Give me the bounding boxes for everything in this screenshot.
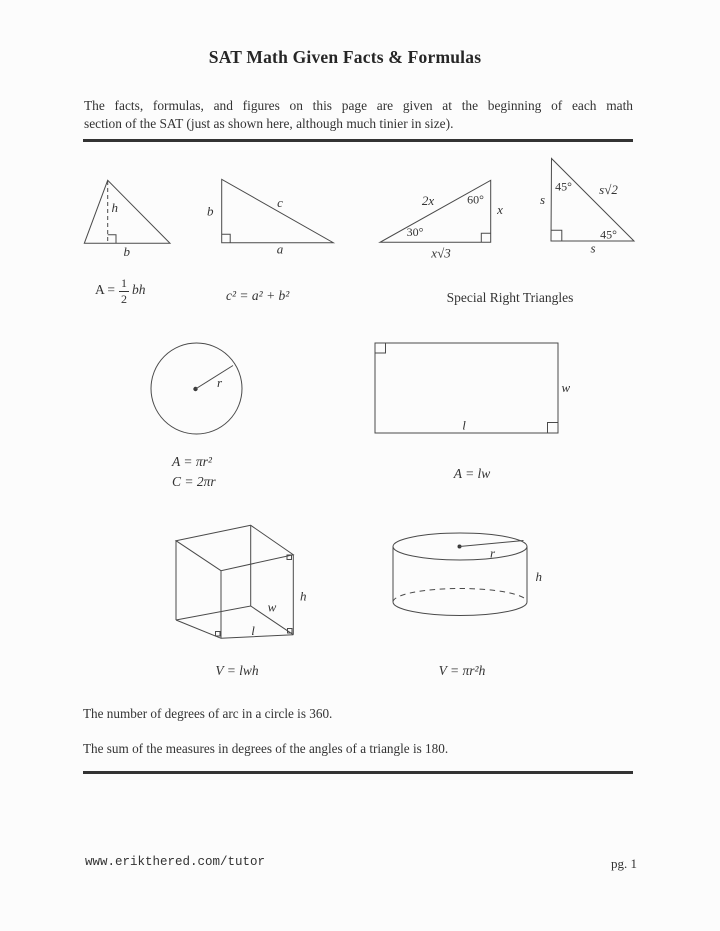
right-angle-mark [108, 235, 116, 244]
label-angle-45-top: 45° [555, 179, 572, 194]
right-angle-mark [548, 423, 559, 434]
label-s-left: s [539, 192, 546, 207]
label-h: h [300, 588, 307, 604]
triangle-area-formula [95, 277, 146, 305]
formula-lhs: A = [95, 282, 115, 298]
box-volume-formula: V = lwh [215, 663, 259, 678]
label-w: w [267, 599, 277, 615]
right-angle-mark [481, 233, 490, 242]
label-angle-45-bottom: 45° [600, 227, 617, 242]
rectangle-figure [365, 338, 570, 440]
horizontal-rule-bottom [83, 771, 633, 774]
corner-mark [216, 632, 221, 637]
circle-area-formula: A = πr² [172, 454, 212, 469]
label-r: r [216, 375, 223, 390]
label-hypotenuse-2x: 2x [421, 193, 435, 208]
label-a: a [276, 241, 284, 257]
footer-url-link[interactable]: www.erikthered.com/tutor [85, 855, 266, 869]
pythagorean-formula: c² = a² + b² [226, 288, 290, 303]
label-c: c [277, 195, 283, 210]
label-x-root-3: x√3 [431, 245, 451, 261]
label-l: l [251, 623, 255, 638]
label-angle-60: 60° [467, 192, 484, 207]
label-angle-30: 30° [406, 225, 424, 239]
cylinder-volume-formula: V = πr²h [438, 663, 486, 678]
circle-circumference-formula: C = 2πr [172, 474, 216, 489]
horizontal-rule-top [83, 139, 633, 142]
label-l: l [462, 417, 466, 433]
triangle-area-outline [84, 180, 170, 243]
label-h: h [535, 569, 542, 584]
circle-figure [148, 340, 248, 440]
page-title: SAT Math Given Facts & Formulas [208, 47, 482, 67]
rectangle-outline [375, 343, 558, 433]
rectangle-area-formula: A = lw [453, 466, 491, 481]
triangles-row-figure [70, 148, 650, 265]
right-angle-mark [551, 230, 562, 241]
cylinder-bottom-back-dashed-arc [393, 589, 527, 603]
label-w: w [561, 380, 570, 395]
radius-line [196, 366, 234, 390]
label-x: x [497, 202, 503, 217]
label-s-root-2: s√2 [599, 182, 618, 197]
formula-rhs: bh [132, 282, 146, 298]
right-triangle-outline [222, 179, 334, 242]
special-right-triangles-caption: Special Right Triangles [446, 290, 574, 305]
box-top-face [176, 525, 293, 570]
fact-triangle-angles: The sum of the measures in degrees of the angles of a triangle is 180. [83, 741, 449, 756]
label-r: r [489, 545, 496, 561]
label-s-bottom: s [590, 240, 596, 256]
cylinder-figure [385, 528, 545, 620]
label-b: b [207, 203, 214, 219]
right-angle-mark [375, 343, 386, 353]
right-angle-mark [222, 234, 231, 242]
footer-page-number: pg. 1 [611, 856, 637, 871]
intro-paragraph [84, 97, 633, 132]
triangle-45-45-90-outline [551, 159, 634, 242]
label-h: h [111, 200, 118, 215]
intro-line1: The facts, formulas, and figures on this page are given at the beginning of each math [84, 98, 633, 114]
box-figure [168, 518, 313, 648]
fraction-one-half: $\frac{1}{2}$ [121, 276, 127, 306]
fact-degrees-of-arc: The number of degrees of arc in a circle is 360. [83, 706, 333, 721]
cylinder-bottom-front-arc [393, 602, 527, 616]
triangle-30-60-90-outline [380, 180, 491, 242]
intro-line2: section of the SAT (just as shown here, although much tinier in size). [84, 115, 454, 131]
label-b: b [123, 244, 130, 259]
